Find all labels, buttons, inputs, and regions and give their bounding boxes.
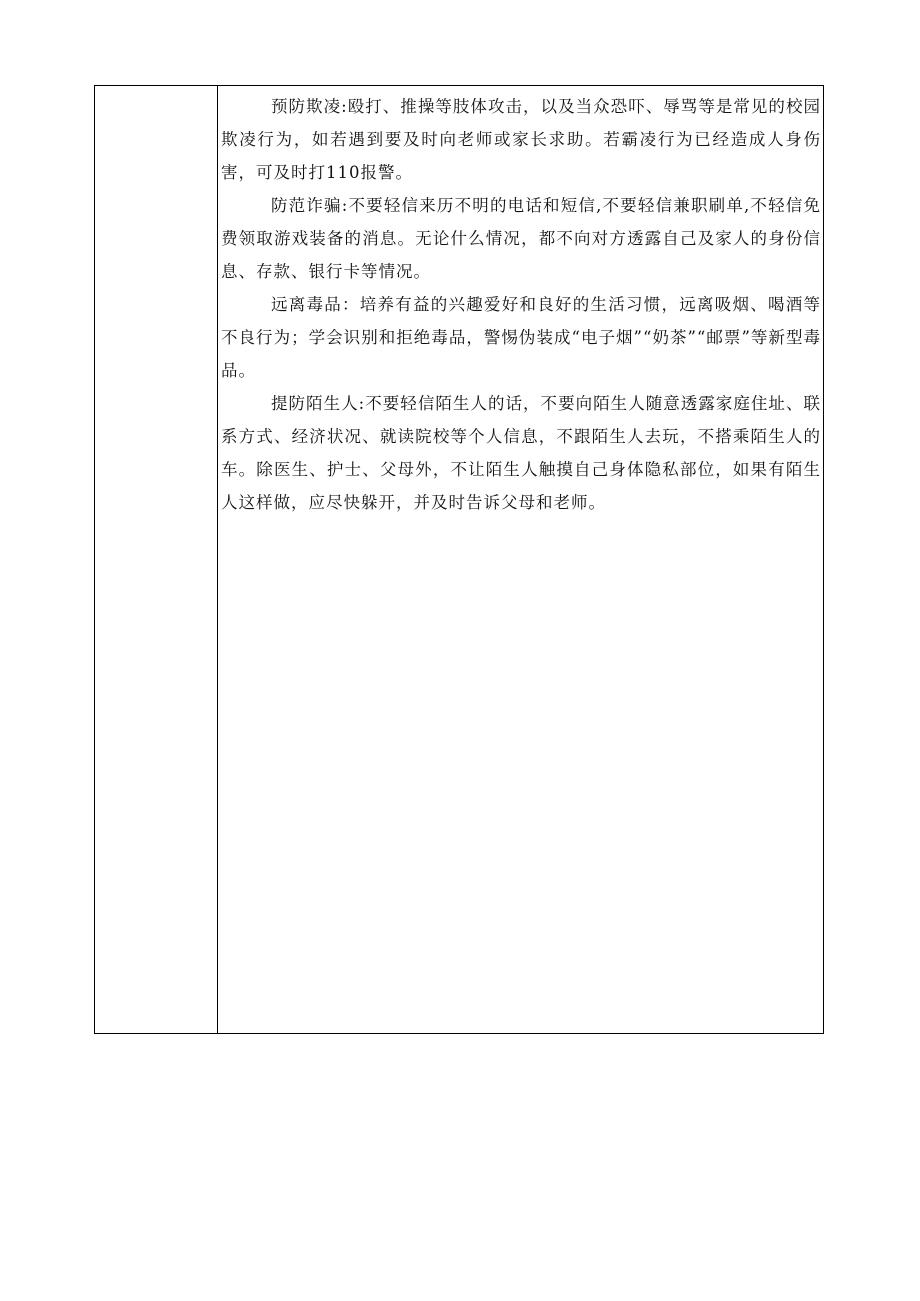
paragraph-anti-bullying: 预防欺凌:殴打、推操等肢体攻击，以及当众恐吓、辱骂等是常见的校园欺凌行为，如若遇到要及时向老师或家长求助。若霸凌行为已经造成人身伤害，可及时打110报警。 [221,97,821,182]
document-table [94,85,824,1034]
paragraph-anti-fraud: 防范诈骗:不要轻信来历不明的电话和短信,不要轻信兼职刷单,不轻信免费领取游戏装备的消息。无论什么情况，都不向对方透露自己及家人的身份信息、存款、银行卡等情况。 [221,196,821,281]
paragraph-anti-drugs: 远离毒品：培养有益的兴趣爱好和良好的生活习惯，远离吸烟、喝酒等不良行为；学会识别和拒绝毒品，警惕伪装成“电子烟”“奶茶”“邮票”等新型毒品。 [221,295,821,380]
paragraph-beware-strangers: 提防陌生人:不要轻信陌生人的话，不要向陌生人随意透露家庭住址、联系方式、经济状况、就读院校等个人信息，不跟陌生人去玩，不搭乘陌生人的车。除医生、护士、父母外，不让陌生人触摸自己身体隐私部位，如果有陌生人这样做，应尽快躲开，并及时告诉父母和老师。 [221,394,821,512]
table-content-cell [219,86,823,1033]
table-label-cell [95,86,218,1033]
